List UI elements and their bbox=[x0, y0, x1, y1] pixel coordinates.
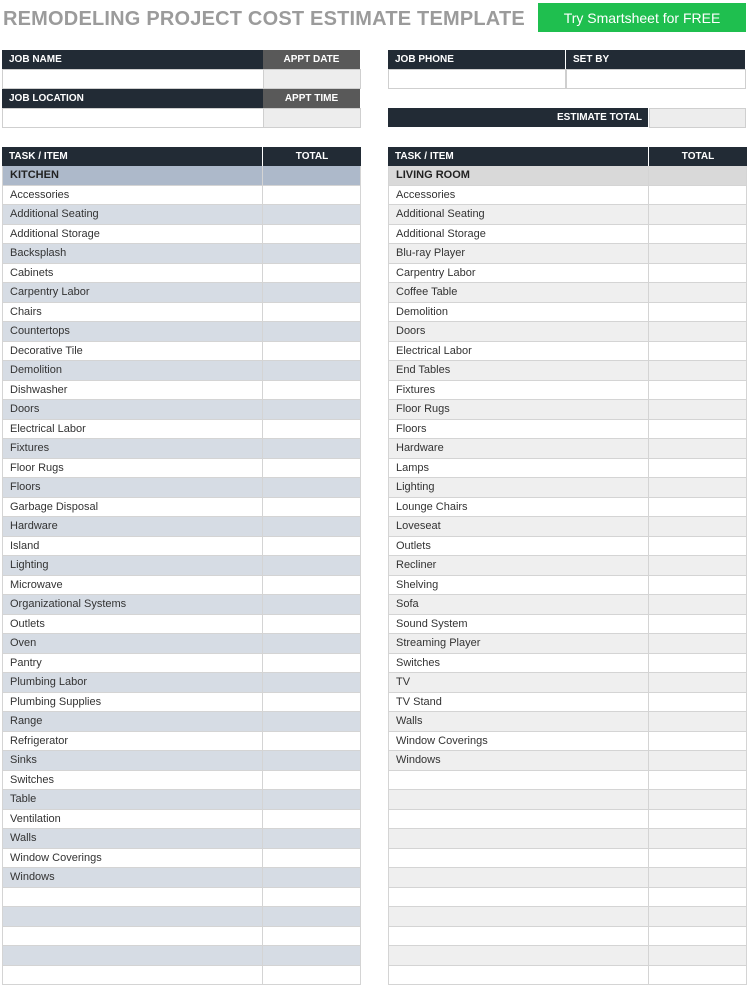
job-phone-label: JOB PHONE bbox=[388, 50, 566, 69]
task-item-cell[interactable]: Carpentry Labor bbox=[2, 283, 263, 302]
total-cell[interactable] bbox=[263, 966, 361, 985]
total-cell[interactable] bbox=[263, 322, 361, 341]
table-row bbox=[388, 771, 747, 791]
task-item-cell[interactable]: Demolition bbox=[2, 361, 263, 380]
table-row bbox=[388, 927, 747, 947]
table-row bbox=[2, 244, 361, 264]
table-row bbox=[388, 868, 747, 888]
total-cell[interactable] bbox=[263, 244, 361, 263]
section-total-cell bbox=[649, 166, 747, 185]
table-row bbox=[2, 810, 361, 830]
total-cell[interactable] bbox=[263, 381, 361, 400]
table-row bbox=[388, 478, 747, 498]
total-cell[interactable] bbox=[649, 693, 747, 712]
total-cell[interactable] bbox=[649, 303, 747, 322]
task-item-cell[interactable]: Accessories bbox=[2, 186, 263, 205]
total-cell[interactable] bbox=[649, 381, 747, 400]
table-row bbox=[2, 400, 361, 420]
total-cell[interactable] bbox=[649, 654, 747, 673]
task-item-cell[interactable]: Range bbox=[2, 712, 263, 731]
total-cell[interactable] bbox=[263, 498, 361, 517]
section-label: LIVING ROOM bbox=[388, 166, 649, 185]
task-item-cell[interactable]: Refrigerator bbox=[2, 732, 263, 751]
total-cell[interactable] bbox=[263, 537, 361, 556]
page-title: REMODELING PROJECT COST ESTIMATE TEMPLATE bbox=[3, 8, 525, 30]
task-item-cell[interactable] bbox=[388, 868, 649, 887]
table-row bbox=[388, 459, 747, 479]
total-cell[interactable] bbox=[649, 264, 747, 283]
total-cell[interactable] bbox=[263, 205, 361, 224]
table-row bbox=[388, 498, 747, 518]
task-item-cell[interactable]: Floor Rugs bbox=[2, 459, 263, 478]
table-row bbox=[2, 205, 361, 225]
task-item-cell[interactable] bbox=[388, 927, 649, 946]
task-item-cell[interactable]: Doors bbox=[388, 322, 649, 341]
table-row bbox=[2, 829, 361, 849]
task-item-cell[interactable]: Plumbing Supplies bbox=[2, 693, 263, 712]
total-cell[interactable] bbox=[263, 361, 361, 380]
table-row bbox=[2, 790, 361, 810]
total-cell[interactable] bbox=[649, 322, 747, 341]
total-cell[interactable] bbox=[649, 615, 747, 634]
table-row bbox=[2, 595, 361, 615]
task-item-cell[interactable]: Organizational Systems bbox=[2, 595, 263, 614]
total-cell[interactable] bbox=[263, 927, 361, 946]
total-cell[interactable] bbox=[263, 556, 361, 575]
table-row bbox=[2, 712, 361, 732]
task-item-cell[interactable]: Shelving bbox=[388, 576, 649, 595]
task-item-cell[interactable]: Floor Rugs bbox=[388, 400, 649, 419]
try-smartsheet-button[interactable]: Try Smartsheet for FREE bbox=[538, 3, 746, 32]
task-item-cell[interactable] bbox=[388, 946, 649, 965]
table-row bbox=[2, 966, 361, 986]
section-row bbox=[2, 166, 361, 186]
total-cell[interactable] bbox=[263, 751, 361, 770]
total-cell[interactable] bbox=[263, 342, 361, 361]
table-row bbox=[388, 186, 747, 206]
task-item-cell[interactable]: Additional Seating bbox=[2, 205, 263, 224]
total-cell[interactable] bbox=[263, 517, 361, 536]
table-row bbox=[388, 361, 747, 381]
total-cell[interactable] bbox=[263, 634, 361, 653]
task-item-cell[interactable]: Pantry bbox=[2, 654, 263, 673]
table-row bbox=[388, 244, 747, 264]
task-item-cell[interactable] bbox=[2, 927, 263, 946]
table-row bbox=[2, 478, 361, 498]
table-row bbox=[2, 751, 361, 771]
total-cell[interactable] bbox=[649, 966, 747, 985]
table-row bbox=[2, 907, 361, 927]
table-row bbox=[388, 693, 747, 713]
table-row bbox=[2, 381, 361, 401]
table-row bbox=[388, 829, 747, 849]
table-row bbox=[2, 498, 361, 518]
table-row bbox=[2, 264, 361, 284]
table-row bbox=[2, 693, 361, 713]
total-cell[interactable] bbox=[649, 400, 747, 419]
task-item-cell[interactable] bbox=[2, 907, 263, 926]
total-cell[interactable] bbox=[263, 771, 361, 790]
table-row bbox=[388, 595, 747, 615]
task-item-cell[interactable]: Backsplash bbox=[2, 244, 263, 263]
total-cell[interactable] bbox=[263, 225, 361, 244]
total-cell[interactable] bbox=[649, 420, 747, 439]
table-row bbox=[388, 615, 747, 635]
total-cell[interactable] bbox=[649, 868, 747, 887]
table-row bbox=[388, 732, 747, 752]
table-row bbox=[2, 303, 361, 323]
task-item-cell[interactable] bbox=[388, 790, 649, 809]
task-item-cell[interactable]: Coffee Table bbox=[388, 283, 649, 302]
total-cell[interactable] bbox=[649, 751, 747, 770]
task-item-cell[interactable] bbox=[388, 966, 649, 985]
total-cell[interactable] bbox=[649, 712, 747, 731]
task-item-cell[interactable] bbox=[388, 810, 649, 829]
task-item-cell[interactable] bbox=[2, 888, 263, 907]
table-row bbox=[388, 946, 747, 966]
total-cell[interactable] bbox=[649, 244, 747, 263]
appt-date-label: APPT DATE bbox=[263, 50, 361, 69]
total-cell[interactable] bbox=[649, 829, 747, 848]
table-row bbox=[388, 322, 747, 342]
table-row bbox=[388, 283, 747, 303]
total-cell[interactable] bbox=[263, 888, 361, 907]
total-cell[interactable] bbox=[263, 439, 361, 458]
task-item-cell[interactable]: Sinks bbox=[2, 751, 263, 770]
table-row bbox=[2, 342, 361, 362]
task-item-cell[interactable]: Countertops bbox=[2, 322, 263, 341]
task-item-cell[interactable]: Lounge Chairs bbox=[388, 498, 649, 517]
task-item-cell[interactable]: Additional Storage bbox=[2, 225, 263, 244]
task-item-cell[interactable]: Window Coverings bbox=[388, 732, 649, 751]
appt-time-label: APPT TIME bbox=[263, 89, 361, 108]
task-item-cell[interactable] bbox=[388, 771, 649, 790]
total-cell[interactable] bbox=[649, 342, 747, 361]
table-row bbox=[2, 946, 361, 966]
table-row bbox=[2, 849, 361, 869]
total-cell[interactable] bbox=[649, 576, 747, 595]
total-cell[interactable] bbox=[263, 459, 361, 478]
section-label: KITCHEN bbox=[2, 166, 263, 185]
total-cell[interactable] bbox=[263, 615, 361, 634]
table-row bbox=[388, 420, 747, 440]
table-row bbox=[388, 303, 747, 323]
table-row bbox=[2, 673, 361, 693]
total-cell[interactable] bbox=[649, 498, 747, 517]
total-cell[interactable] bbox=[649, 537, 747, 556]
task-item-cell[interactable]: TV Stand bbox=[388, 693, 649, 712]
task-item-cell[interactable]: Floors bbox=[2, 478, 263, 497]
task-item-cell[interactable]: Demolition bbox=[388, 303, 649, 322]
task-item-cell[interactable]: Outlets bbox=[388, 537, 649, 556]
table-row bbox=[388, 517, 747, 537]
total-cell[interactable] bbox=[649, 907, 747, 926]
task-item-cell[interactable]: Recliner bbox=[388, 556, 649, 575]
total-cell[interactable] bbox=[649, 186, 747, 205]
living-room-table bbox=[388, 147, 747, 985]
total-cell[interactable] bbox=[263, 186, 361, 205]
task-item-cell[interactable] bbox=[388, 907, 649, 926]
total-cell[interactable] bbox=[649, 595, 747, 614]
total-cell[interactable] bbox=[649, 225, 747, 244]
total-cell[interactable] bbox=[649, 634, 747, 653]
table-row bbox=[388, 439, 747, 459]
task-item-cell[interactable]: Lamps bbox=[388, 459, 649, 478]
job-name-field[interactable] bbox=[2, 69, 264, 89]
table-row bbox=[2, 868, 361, 888]
total-cell[interactable] bbox=[649, 771, 747, 790]
total-cell[interactable] bbox=[649, 849, 747, 868]
table-row bbox=[388, 400, 747, 420]
table-row bbox=[388, 576, 747, 596]
job-location-field[interactable] bbox=[2, 108, 264, 128]
table-row bbox=[388, 849, 747, 869]
task-item-cell[interactable]: Table bbox=[2, 790, 263, 809]
table-row bbox=[2, 634, 361, 654]
task-item-header: TASK / ITEM bbox=[388, 147, 649, 166]
task-item-cell[interactable]: Electrical Labor bbox=[388, 342, 649, 361]
table-row bbox=[388, 888, 747, 908]
total-cell[interactable] bbox=[649, 478, 747, 497]
total-cell[interactable] bbox=[263, 712, 361, 731]
table-row bbox=[388, 907, 747, 927]
job-phone-field[interactable] bbox=[388, 69, 566, 89]
total-cell[interactable] bbox=[649, 556, 747, 575]
table-row bbox=[388, 634, 747, 654]
total-cell[interactable] bbox=[649, 790, 747, 809]
total-cell[interactable] bbox=[649, 205, 747, 224]
table-row bbox=[2, 654, 361, 674]
task-item-cell[interactable]: Garbage Disposal bbox=[2, 498, 263, 517]
task-item-cell[interactable]: Window Coverings bbox=[2, 849, 263, 868]
table-row bbox=[2, 517, 361, 537]
total-cell[interactable] bbox=[649, 888, 747, 907]
total-cell[interactable] bbox=[263, 303, 361, 322]
task-item-cell[interactable]: Additional Storage bbox=[388, 225, 649, 244]
table-row bbox=[2, 771, 361, 791]
task-item-cell[interactable]: Microwave bbox=[2, 576, 263, 595]
table-row bbox=[388, 654, 747, 674]
task-item-cell[interactable] bbox=[388, 849, 649, 868]
total-cell[interactable] bbox=[263, 576, 361, 595]
task-item-cell[interactable]: Hardware bbox=[2, 517, 263, 536]
total-cell[interactable] bbox=[649, 517, 747, 536]
section-total-cell bbox=[263, 166, 361, 185]
total-cell[interactable] bbox=[649, 283, 747, 302]
task-item-cell[interactable]: Plumbing Labor bbox=[2, 673, 263, 692]
set-by-label: SET BY bbox=[566, 50, 746, 69]
task-item-cell[interactable] bbox=[388, 888, 649, 907]
task-item-cell[interactable]: Decorative Tile bbox=[2, 342, 263, 361]
task-item-cell[interactable]: Lighting bbox=[2, 556, 263, 575]
section-row bbox=[388, 166, 747, 186]
total-cell[interactable] bbox=[263, 264, 361, 283]
total-cell[interactable] bbox=[263, 732, 361, 751]
total-cell[interactable] bbox=[263, 400, 361, 419]
task-item-cell[interactable]: Windows bbox=[388, 751, 649, 770]
task-item-cell[interactable]: End Tables bbox=[388, 361, 649, 380]
set-by-field[interactable] bbox=[566, 69, 746, 89]
task-item-cell[interactable]: Cabinets bbox=[2, 264, 263, 283]
total-cell[interactable] bbox=[263, 790, 361, 809]
table-row bbox=[388, 556, 747, 576]
task-item-cell[interactable] bbox=[2, 966, 263, 985]
task-item-cell[interactable]: Accessories bbox=[388, 186, 649, 205]
table-row bbox=[388, 205, 747, 225]
table-row bbox=[388, 342, 747, 362]
table-row bbox=[388, 225, 747, 245]
table-row bbox=[388, 966, 747, 986]
table-row bbox=[2, 888, 361, 908]
task-item-cell[interactable]: Fixtures bbox=[388, 381, 649, 400]
table-row bbox=[2, 615, 361, 635]
table-row bbox=[2, 225, 361, 245]
task-item-cell[interactable]: Hardware bbox=[388, 439, 649, 458]
estimate-total-label: ESTIMATE TOTAL bbox=[388, 108, 649, 127]
task-item-cell[interactable]: Walls bbox=[2, 829, 263, 848]
task-item-cell[interactable]: Oven bbox=[2, 634, 263, 653]
task-item-cell[interactable]: Blu-ray Player bbox=[388, 244, 649, 263]
table-row bbox=[388, 810, 747, 830]
total-cell[interactable] bbox=[263, 868, 361, 887]
task-item-header: TASK / ITEM bbox=[2, 147, 263, 166]
table-row bbox=[2, 420, 361, 440]
task-item-cell[interactable]: Loveseat bbox=[388, 517, 649, 536]
total-cell[interactable] bbox=[263, 478, 361, 497]
total-cell[interactable] bbox=[263, 673, 361, 692]
total-cell[interactable] bbox=[649, 439, 747, 458]
total-cell[interactable] bbox=[263, 595, 361, 614]
task-item-cell[interactable]: Dishwasher bbox=[2, 381, 263, 400]
task-item-cell[interactable]: Island bbox=[2, 537, 263, 556]
total-cell[interactable] bbox=[263, 420, 361, 439]
kitchen-table-header bbox=[2, 147, 361, 166]
total-cell[interactable] bbox=[263, 849, 361, 868]
total-cell[interactable] bbox=[263, 907, 361, 926]
total-cell[interactable] bbox=[649, 946, 747, 965]
task-item-cell[interactable]: Walls bbox=[388, 712, 649, 731]
total-cell[interactable] bbox=[649, 927, 747, 946]
total-cell[interactable] bbox=[649, 361, 747, 380]
task-item-cell[interactable]: Switches bbox=[2, 771, 263, 790]
task-item-cell[interactable]: Floors bbox=[388, 420, 649, 439]
table-row bbox=[388, 790, 747, 810]
table-row bbox=[388, 537, 747, 557]
task-item-cell[interactable]: TV bbox=[388, 673, 649, 692]
kitchen-table bbox=[2, 147, 361, 985]
task-item-cell[interactable]: Ventilation bbox=[2, 810, 263, 829]
task-item-cell[interactable]: Doors bbox=[2, 400, 263, 419]
table-row bbox=[2, 537, 361, 557]
task-item-cell[interactable]: Lighting bbox=[388, 478, 649, 497]
table-row bbox=[2, 732, 361, 752]
task-item-cell[interactable]: Chairs bbox=[2, 303, 263, 322]
table-row bbox=[2, 322, 361, 342]
task-item-cell[interactable] bbox=[2, 946, 263, 965]
task-item-cell[interactable]: Sofa bbox=[388, 595, 649, 614]
table-row bbox=[2, 283, 361, 303]
total-header: TOTAL bbox=[295, 151, 329, 162]
task-item-cell[interactable]: Streaming Player bbox=[388, 634, 649, 653]
table-row bbox=[2, 459, 361, 479]
total-cell[interactable] bbox=[649, 673, 747, 692]
table-row bbox=[2, 186, 361, 206]
appt-date-field[interactable] bbox=[263, 69, 361, 89]
table-row bbox=[388, 712, 747, 732]
total-cell[interactable] bbox=[649, 810, 747, 829]
total-cell[interactable] bbox=[263, 829, 361, 848]
task-item-cell[interactable]: Additional Seating bbox=[388, 205, 649, 224]
table-row bbox=[2, 556, 361, 576]
total-cell[interactable] bbox=[263, 654, 361, 673]
table-row bbox=[2, 576, 361, 596]
total-cell[interactable] bbox=[649, 732, 747, 751]
table-row bbox=[388, 673, 747, 693]
job-location-label: JOB LOCATION bbox=[2, 89, 264, 108]
task-item-cell[interactable]: Fixtures bbox=[2, 439, 263, 458]
task-item-cell[interactable]: Outlets bbox=[2, 615, 263, 634]
living-room-table-header bbox=[388, 147, 747, 166]
estimate-total-field[interactable] bbox=[649, 108, 746, 128]
total-cell[interactable] bbox=[263, 693, 361, 712]
total-cell[interactable] bbox=[263, 283, 361, 302]
table-row bbox=[388, 264, 747, 284]
task-item-cell[interactable]: Sound System bbox=[388, 615, 649, 634]
appt-time-field[interactable] bbox=[263, 108, 361, 128]
job-name-label: JOB NAME bbox=[2, 50, 264, 69]
total-cell[interactable] bbox=[263, 810, 361, 829]
task-item-cell[interactable] bbox=[388, 829, 649, 848]
task-item-cell[interactable]: Switches bbox=[388, 654, 649, 673]
total-cell[interactable] bbox=[263, 946, 361, 965]
table-row bbox=[2, 361, 361, 381]
table-row bbox=[2, 439, 361, 459]
total-header: TOTAL bbox=[681, 151, 715, 162]
task-item-cell[interactable]: Carpentry Labor bbox=[388, 264, 649, 283]
table-row bbox=[388, 381, 747, 401]
total-cell[interactable] bbox=[649, 459, 747, 478]
table-row bbox=[2, 927, 361, 947]
task-item-cell[interactable]: Windows bbox=[2, 868, 263, 887]
task-item-cell[interactable]: Electrical Labor bbox=[2, 420, 263, 439]
table-row bbox=[388, 751, 747, 771]
